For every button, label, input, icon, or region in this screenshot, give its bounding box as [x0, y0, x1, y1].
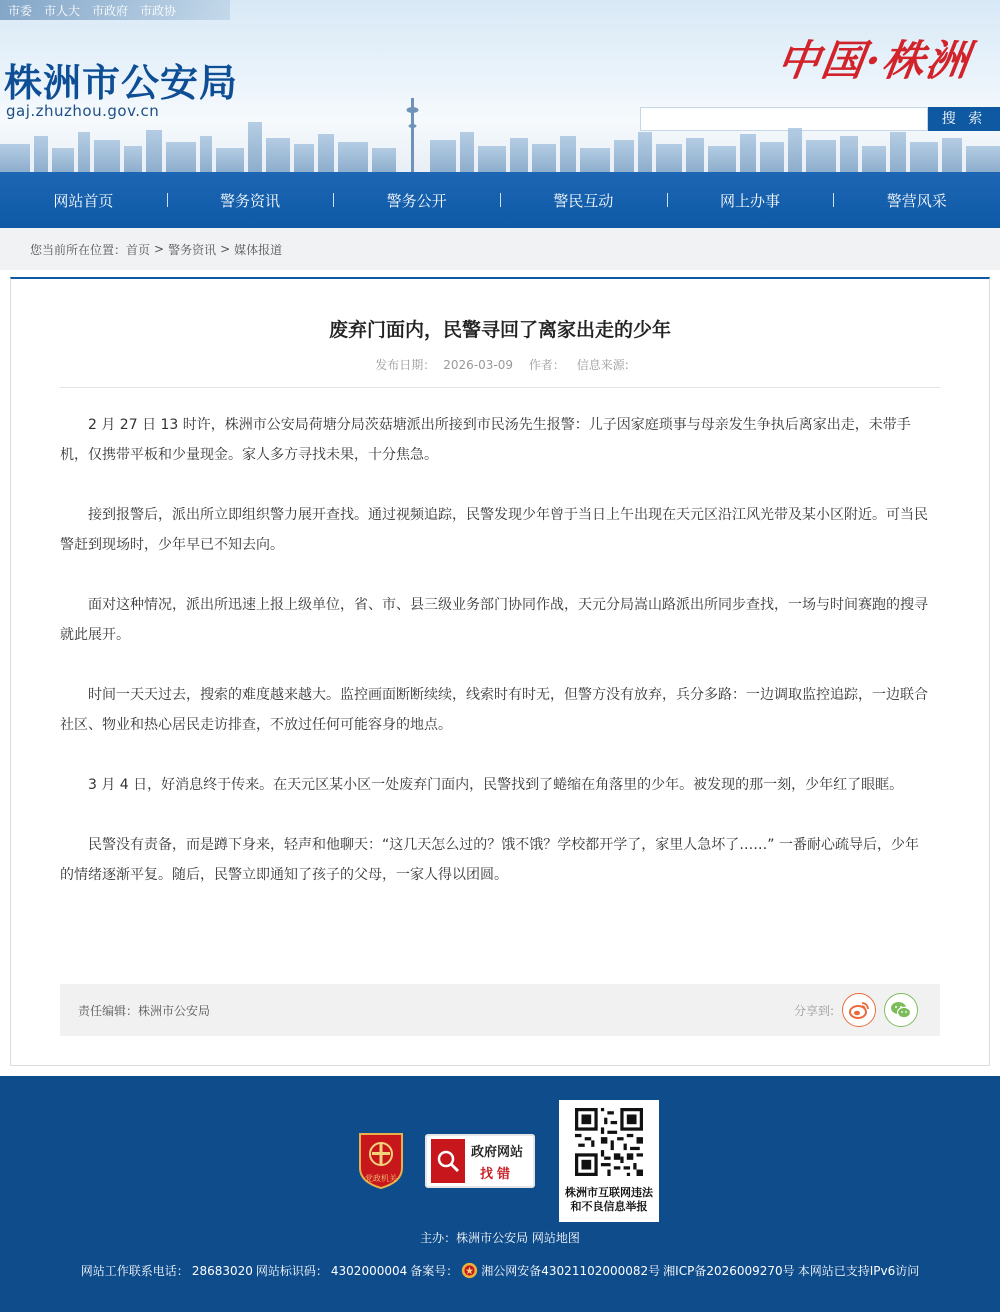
article-footer — [60, 984, 940, 1036]
party-gov-badge[interactable] — [356, 1130, 406, 1190]
magnifier-icon — [431, 1139, 465, 1183]
record-line — [0, 1262, 1000, 1279]
article-title: 废弃门面内，民警寻回了离家出走的少年 — [328, 319, 671, 341]
city-skyline-image — [0, 92, 1000, 172]
breadcrumb-media-reports[interactable]: 媒体报道 — [234, 242, 283, 257]
article-body — [60, 410, 929, 890]
breadcrumb — [0, 228, 1000, 270]
nav-item-police-public-interaction[interactable]: 警民互动 — [500, 190, 667, 211]
police-record-link[interactable]: 湘公网安备43021102000082号 — [481, 1264, 661, 1278]
source-label: 信息来源: — [576, 358, 629, 372]
main-nav — [0, 172, 1000, 228]
record-label: 备案号： — [410, 1264, 459, 1278]
editor-label: 责任编辑： — [78, 1003, 139, 1018]
site-id: 4302000004 — [330, 1263, 408, 1278]
top-link-shirenda[interactable]: 市人大 — [44, 3, 81, 18]
breadcrumb-separator: > — [220, 242, 231, 256]
contact-phone: 28683020 — [191, 1263, 253, 1278]
publish-date-value: 2026-03-09 — [443, 358, 514, 372]
ipv6-support: 本网站已支持IPv6访问 — [797, 1264, 920, 1278]
editor-name: 株洲市公安局 — [138, 1003, 211, 1018]
nav-item-online-services[interactable]: 网上办事 — [667, 190, 834, 211]
icp-record-link[interactable]: 湘ICP备2026009270号 — [663, 1264, 795, 1278]
top-links — [0, 0, 230, 20]
gov-find-line1: 政府网站 — [471, 1144, 524, 1160]
nav-item-home[interactable]: 网站首页 — [53, 191, 114, 210]
nav-item-police-news[interactable]: 警务资讯 — [167, 190, 334, 211]
site-header — [0, 0, 1000, 172]
share-label: 分享到: — [793, 1003, 834, 1018]
report-line1: 株洲市互联网违法 — [565, 1186, 653, 1199]
search-button[interactable]: 搜 索 — [928, 107, 1000, 131]
gov-find-line2: 找错 — [480, 1166, 515, 1182]
article-paragraph: 面对这种情况，派出所迅速上报上级单位，省、市、县三级业务部门协同作战，天元分局嵩山路派出所同步查找，一场与时间赛跑的搜寻就此展开。 — [60, 597, 928, 643]
article-container — [10, 277, 990, 1066]
site-id-label: 网站标识码： — [255, 1264, 328, 1278]
site-domain: gaj.zhuzhou.gov.cn — [6, 102, 160, 120]
top-link-shizhengxie[interactable]: 市政协 — [140, 3, 177, 18]
article-paragraph: 3 月 4 日，好消息终于传来。在天元区某小区一处废弃门面内，民警找到了蜷缩在角落里的少年。被发现的那一刻，少年红了眼眶。 — [88, 777, 904, 793]
sponsor-name: 株洲市公安局 — [456, 1231, 529, 1245]
breadcrumb-separator: > — [154, 242, 165, 256]
publish-date-label: 发布日期： — [375, 358, 436, 372]
police-emblem-icon — [461, 1262, 478, 1279]
article-meta — [11, 356, 989, 373]
slogan-logo: 中国·株洲 — [774, 36, 974, 85]
qr-code-icon — [575, 1108, 643, 1176]
nav-item-police-camp-style[interactable]: 警营风采 — [833, 190, 1000, 211]
breadcrumb-police-news[interactable]: 警务资讯 — [168, 242, 217, 257]
article-paragraph: 时间一天天过去，搜索的难度越来越大。监控画面断断续续，线索时有时无，但警方没有放弃，兵分多路：一边调取监控追踪，一边联合社区、物业和热心居民走访排查，不放过任何可能容身的地点。 — [60, 687, 928, 733]
gov-website-find-error[interactable] — [425, 1134, 535, 1188]
weibo-icon[interactable] — [842, 993, 876, 1027]
wechat-icon[interactable] — [884, 993, 918, 1027]
nav-item-police-affairs-public[interactable]: 警务公开 — [333, 190, 500, 211]
report-line2: 和不良信息举报 — [570, 1200, 648, 1213]
share-bar — [794, 993, 940, 1027]
article-paragraph: 接到报警后，派出所立即组织警力展开查找。通过视频追踪，民警发现少年曾于当日上午出现在天元区沿江风光带及某小区附近。可当民警赶到现场时，少年早已不知去向。 — [60, 507, 928, 553]
publish-date — [371, 358, 517, 372]
sponsor-line — [0, 1229, 1000, 1246]
top-link-shizhengfu[interactable]: 市政府 — [92, 3, 129, 18]
breadcrumb-home[interactable]: 首页 — [126, 242, 151, 257]
contact-label: 网站工作联系电话： — [80, 1264, 189, 1278]
breadcrumb-prefix: 您当前所在位置： — [30, 242, 127, 257]
sitemap-link[interactable]: 网站地图 — [531, 1231, 580, 1245]
author-label: 作者： — [528, 358, 565, 372]
badge-text: 党政机关 — [365, 1174, 397, 1183]
site-footer — [0, 1076, 1000, 1312]
illegal-info-report[interactable] — [559, 1100, 659, 1222]
divider — [60, 387, 940, 388]
sponsor-label: 主办： — [420, 1231, 457, 1245]
top-link-shiwei[interactable]: 市委 — [8, 3, 33, 18]
article-paragraph: 2 月 27 日 13 时许，株洲市公安局荷塘分局茨菇塘派出所接到市民汤先生报警：儿子因家庭琐事与母亲发生争执后离家出走，未带手机，仅携带平板和少量现金。家人多方寻找未果，十分焦急。 — [60, 417, 911, 463]
site-title: 株洲市公安局 — [4, 60, 239, 105]
article-paragraph: 民警没有责备，而是蹲下身来，轻声和他聊天：“这几天怎么过的？饿不饿？学校都开学了，家里人急坏了……” 一番耐心疏导后，少年的情绪逐渐平复。随后，民警立即通知了孩子的父母，一家人得以团圆。 — [60, 837, 919, 883]
